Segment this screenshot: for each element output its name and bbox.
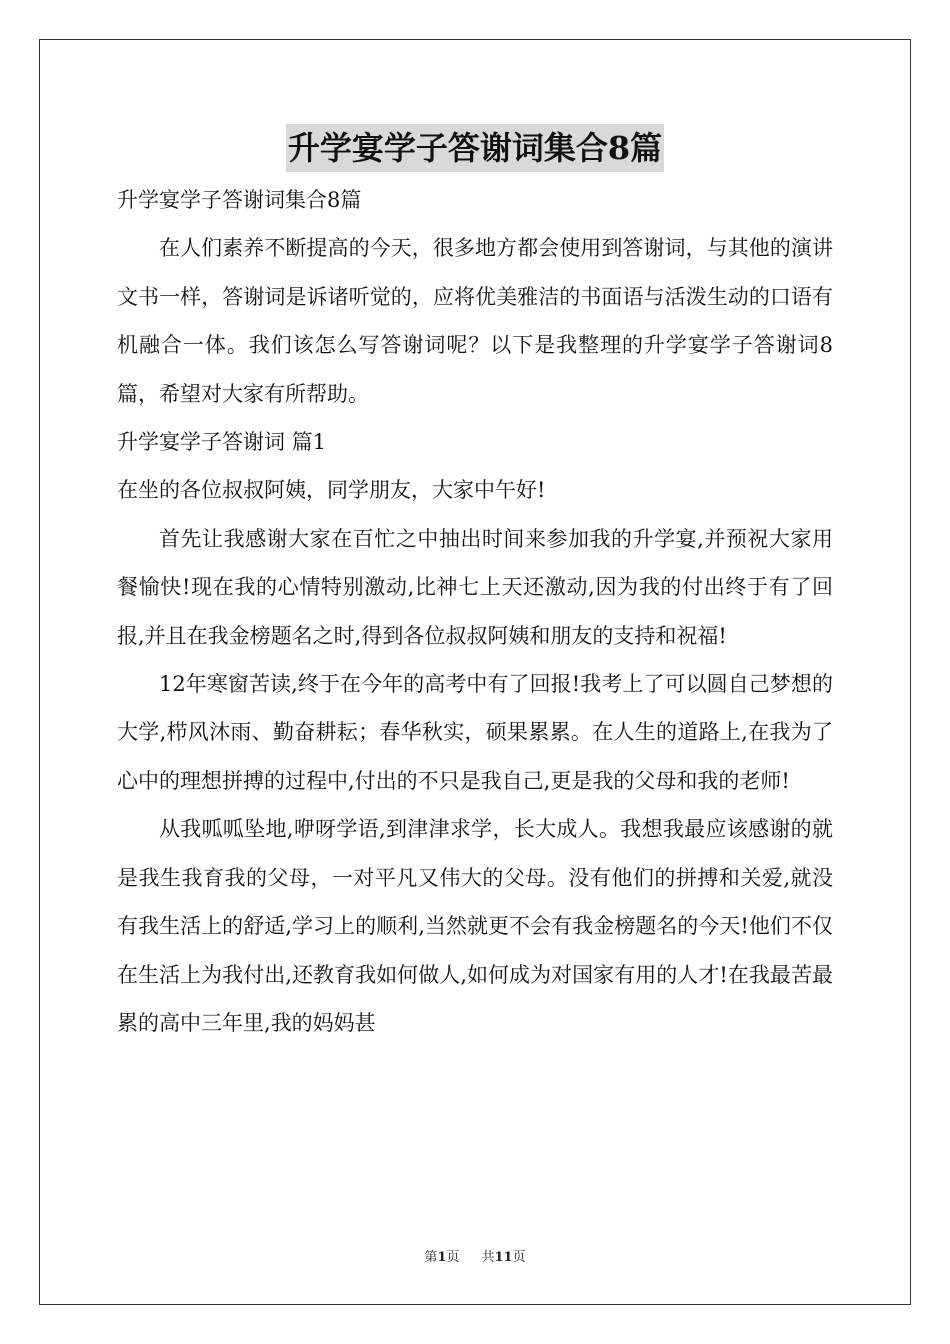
document-subtitle: 升学宴学子答谢词集合8篇 — [117, 188, 362, 212]
total-pages: 11 — [494, 1250, 513, 1265]
page-footer — [0, 1246, 950, 1265]
total-prefix: 共 — [481, 1250, 495, 1265]
total-suffix: 页 — [512, 1250, 526, 1265]
page-prefix: 第 — [424, 1250, 438, 1265]
document-title: 升学宴学子答谢词集合8篇 — [286, 124, 664, 172]
body-paragraph: 12年寒窗苦读,终于在今年的高考中有了回报!我考上了可以圆自己梦想的大学,栉风沐雨、勤奋耕耘；春华秋实，硕果累累。在人生的道路上,在我为了心中的理想拼搏的过程中,付出的不只是我自己,更是我的父母和我的老师! — [117, 672, 833, 793]
body-paragraph: 首先让我感谢大家在百忙之中抽出时间来参加我的升学宴,并预祝大家用餐愉快!现在我的心情特别激动,比神七上天还激动,因为我的付出终于有了回报,并且在我金榜题名之时,得到各位叔叔阿姨和朋友的支持和祝福! — [117, 526, 833, 648]
document-body — [117, 176, 833, 1047]
title-container — [0, 124, 950, 172]
intro-paragraph: 在人们素养不断提高的今天，很多地方都会使用到答谢词，与其他的演讲文书一样，答谢词是诉诸听觉的，应将优美雅洁的书面语与活泼生动的口语有机融合一体。我们该怎么写答谢词呢？以下是我整理的升学宴学子答谢词8篇，希望对大家有所帮助。 — [117, 236, 833, 406]
page-suffix: 页 — [446, 1250, 460, 1265]
greeting-line: 在坐的各位叔叔阿姨，同学朋友，大家中午好! — [117, 478, 546, 503]
section-heading: 升学宴学子答谢词 篇1 — [117, 430, 327, 455]
body-paragraph: 从我呱呱坠地,咿呀学语,到津津求学，长大成人。我想我最应该感谢的就是我生我育我的父母，一对平凡又伟大的父母。没有他们的拼搏和关爱,就没有我生活上的舒适,学习上的顺利,当然就更不会有我金榜题名的今天!他们不仅在生活上为我付出,还教育我如何做人,如何成为对国家有用的人才!在我最苦最累的高中三年里,我的妈妈甚 — [117, 817, 833, 1035]
page-number: 1 — [437, 1250, 447, 1265]
